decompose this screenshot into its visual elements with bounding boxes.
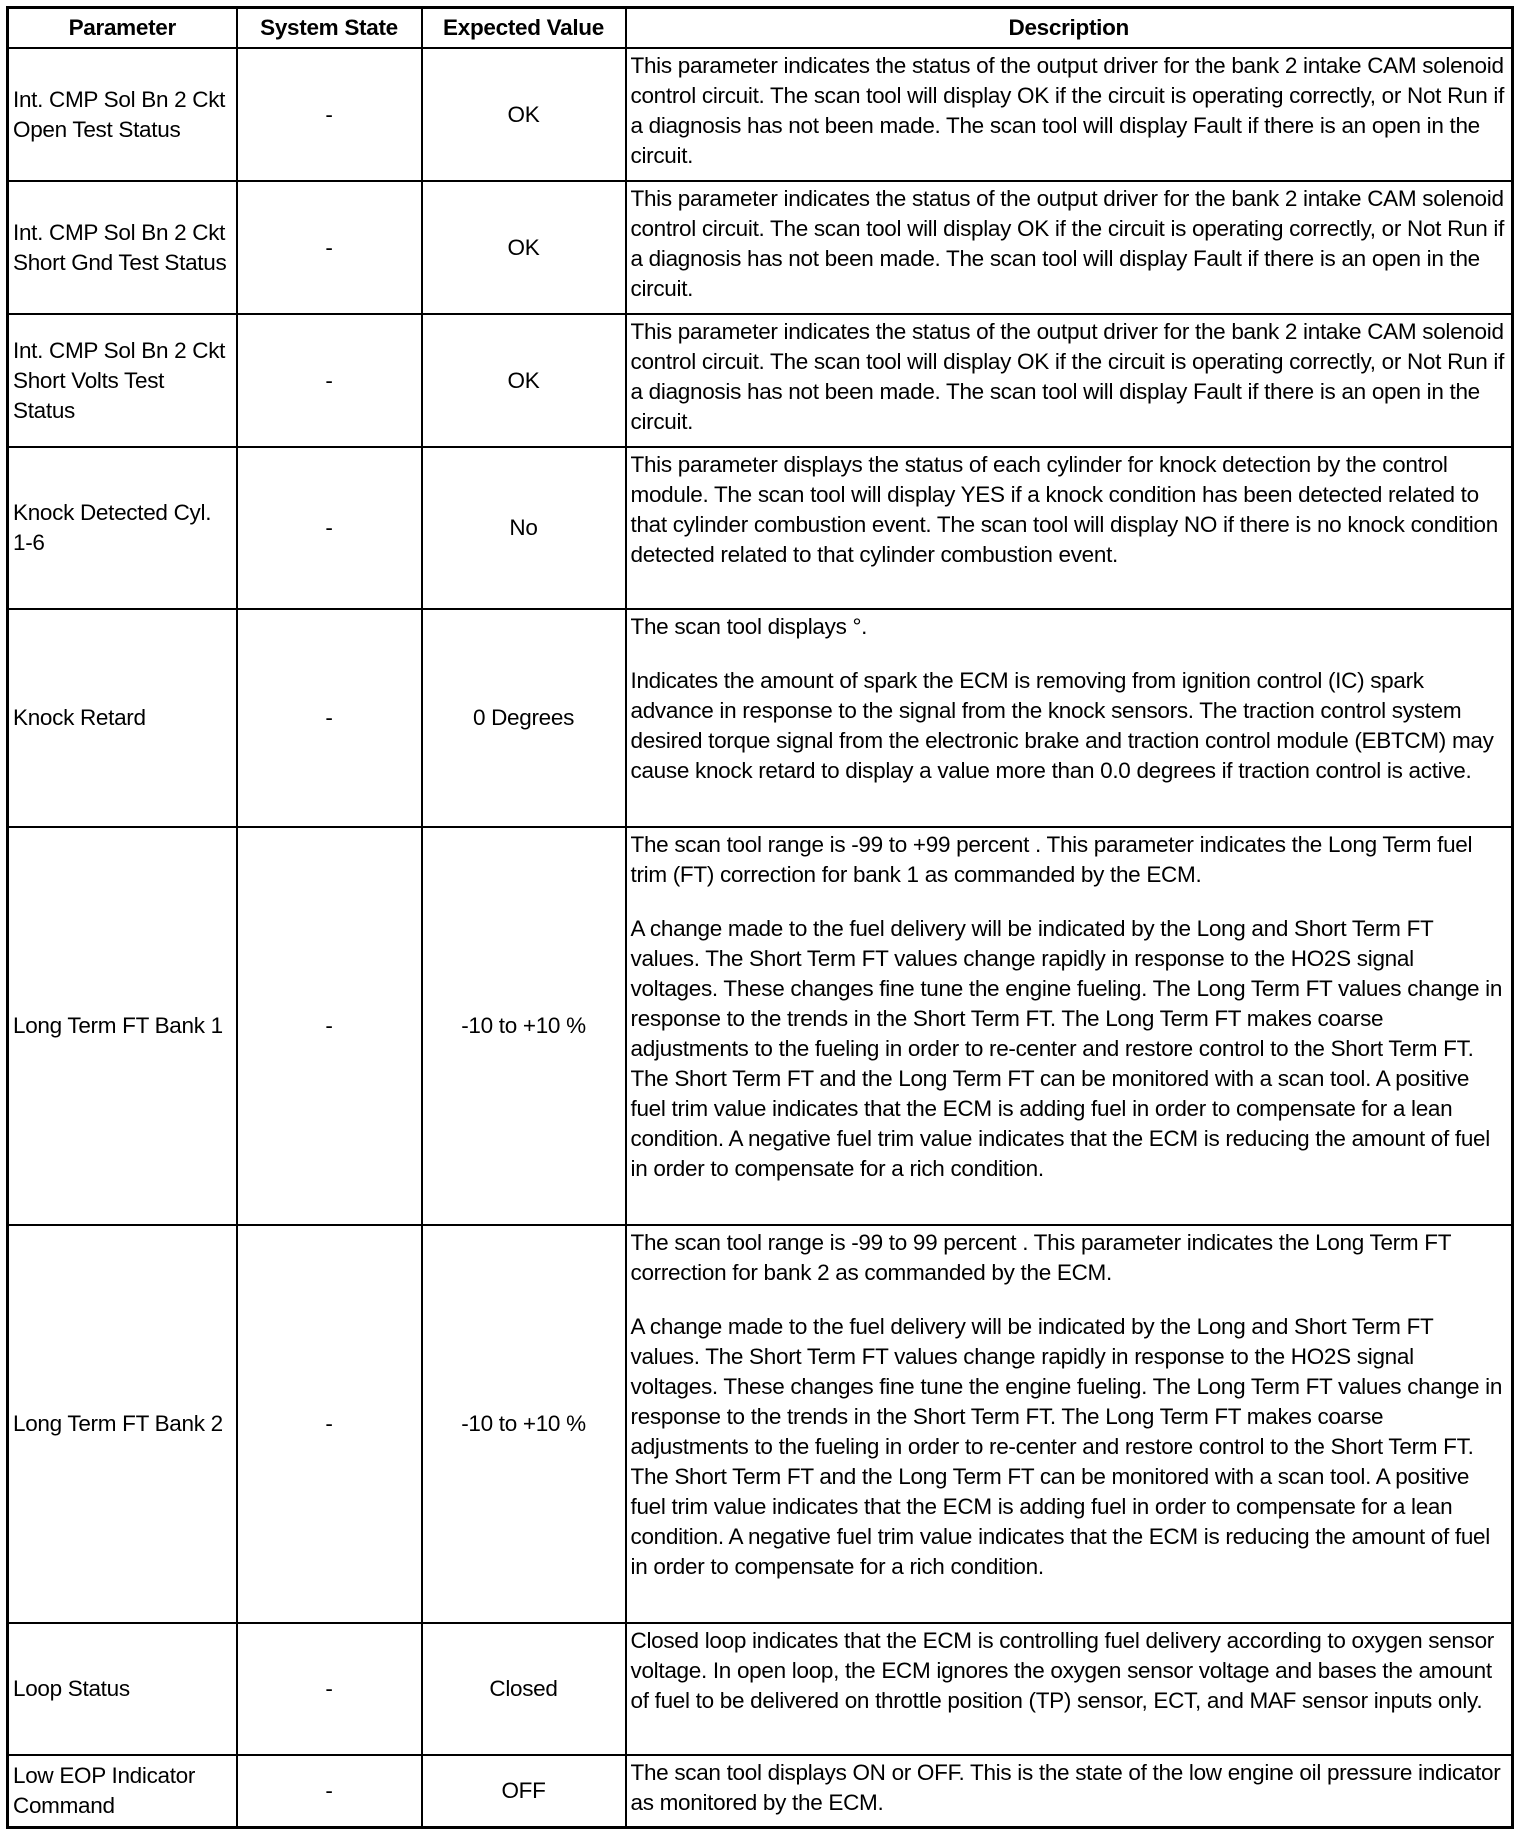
description-cell [626, 314, 1513, 447]
system-state-cell: - [237, 314, 422, 447]
parameter-cell: Int. CMP Sol Bn 2 Ckt Short Volts Test Status [8, 314, 237, 447]
expected-value-cell: OK [422, 48, 626, 181]
description-paragraph: Closed loop indicates that the ECM is controlling fuel delivery according to oxygen sensor voltage. In open loop, the ECM ignores the oxygen sensor voltage and bases the amount of fuel to be delivered on throttle position (TP) sensor, ECT, and MAF sensor inputs only. [630, 1628, 1494, 1713]
header-description: Description [626, 8, 1513, 49]
description-cell [626, 827, 1513, 1225]
system-state-cell: - [237, 827, 422, 1225]
expected-value-cell: No [422, 447, 626, 609]
description-cell [626, 447, 1513, 609]
system-state-cell: - [237, 1755, 422, 1827]
parameter-cell: Long Term FT Bank 2 [8, 1225, 237, 1623]
header-row [8, 8, 1513, 49]
description-cell [626, 1623, 1513, 1755]
expected-value-cell: -10 to +10 % [422, 1225, 626, 1623]
description-cell [626, 181, 1513, 314]
table-row [8, 314, 1513, 447]
parameter-table [6, 6, 1514, 1829]
system-state-cell: - [237, 447, 422, 609]
parameter-cell: Long Term FT Bank 1 [8, 827, 237, 1225]
system-state-cell: - [237, 181, 422, 314]
table-row [8, 609, 1513, 827]
description-cell [626, 1755, 1513, 1827]
expected-value-cell: OFF [422, 1755, 626, 1827]
header-expected-value: Expected Value [422, 8, 626, 49]
expected-value-cell: Closed [422, 1623, 626, 1755]
parameter-cell: Int. CMP Sol Bn 2 Ckt Short Gnd Test Status [8, 181, 237, 314]
parameter-cell: Knock Retard [8, 609, 237, 827]
table-row [8, 447, 1513, 609]
description-paragraph: The scan tool range is -99 to 99 percent . This parameter indicates the Long Term FT correction for bank 2 as commanded by the ECM. [630, 1230, 1451, 1285]
description-cell [626, 609, 1513, 827]
system-state-cell: - [237, 609, 422, 827]
description-paragraph: This parameter indicates the status of the output driver for the bank 2 intake CAM solenoid control circuit. The scan tool will display OK if the circuit is operating correctly, or Not Run if a diagnosis has not been made. The scan tool will display Fault if there is an open in the circuit. [630, 319, 1505, 434]
table-row [8, 1225, 1513, 1623]
description-paragraph: The scan tool range is -99 to +99 percent . This parameter indicates the Long Term fuel trim (FT) correction for bank 1 as commanded by the ECM. [630, 832, 1473, 887]
parameter-cell: Low EOP Indicator Command [8, 1755, 237, 1827]
parameter-cell: Knock Detected Cyl. 1-6 [8, 447, 237, 609]
description-paragraph: This parameter indicates the status of the output driver for the bank 2 intake CAM solenoid control circuit. The scan tool will display OK if the circuit is operating correctly, or Not Run if a diagnosis has not been made. The scan tool will display Fault if there is an open in the circuit. [630, 53, 1505, 168]
expected-value-cell: OK [422, 181, 626, 314]
expected-value-cell: -10 to +10 % [422, 827, 626, 1225]
description-paragraph: The scan tool displays ON or OFF. This is the state of the low engine oil pressure indicator as monitored by the ECM. [630, 1760, 1501, 1815]
table-row [8, 181, 1513, 314]
parameter-cell: Int. CMP Sol Bn 2 Ckt Open Test Status [8, 48, 237, 181]
table-row [8, 1755, 1513, 1827]
header-parameter: Parameter [8, 8, 237, 49]
description-cell [626, 1225, 1513, 1623]
description-paragraph: The scan tool displays °. [630, 614, 868, 639]
description-paragraph: Indicates the amount of spark the ECM is removing from ignition control (IC) spark advance in response to the signal from the knock sensors. The traction control system desired torque signal from the electronic brake and traction control module (EBTCM) may cause knock retard to display a value more than 0.0 degrees if traction control is active. [630, 668, 1494, 783]
description-cell [626, 48, 1513, 181]
parameter-cell: Loop Status [8, 1623, 237, 1755]
description-paragraph: A change made to the fuel delivery will be indicated by the Long and Short Term FT values. The Short Term FT values change rapidly in response to the HO2S signal voltages. These changes fine tune the engine fueling. The Long Term FT values change in response to the trends in the Short Term FT. The Long Term FT makes coarse adjustments to the fueling in order to re-center and restore control to the Short Term FT. The Short Term FT and the Long Term FT can be monitored with a scan tool. A positive fuel trim value indicates that the ECM is adding fuel in order to compensate for a lean condition. A negative fuel trim value indicates that the ECM is reducing the amount of fuel in order to compensate for a rich condition. [630, 916, 1503, 1181]
system-state-cell: - [237, 1225, 422, 1623]
description-paragraph: This parameter indicates the status of the output driver for the bank 2 intake CAM solenoid control circuit. The scan tool will display OK if the circuit is operating correctly, or Not Run if a diagnosis has not been made. The scan tool will display Fault if there is an open in the circuit. [630, 186, 1505, 301]
table-row [8, 1623, 1513, 1755]
description-paragraph: This parameter displays the status of each cylinder for knock detection by the control module. The scan tool will display YES if a knock condition has been detected related to that cylinder combustion event. The scan tool will display NO if there is no knock condition detected related to that cylinder combustion event. [630, 452, 1498, 567]
expected-value-cell: 0 Degrees [422, 609, 626, 827]
header-system-state: System State [237, 8, 422, 49]
table-row [8, 48, 1513, 181]
expected-value-cell: OK [422, 314, 626, 447]
table-row [8, 827, 1513, 1225]
description-paragraph: A change made to the fuel delivery will be indicated by the Long and Short Term FT values. The Short Term FT values change rapidly in response to the HO2S signal voltages. These changes fine tune the engine fueling. The Long Term FT values change in response to the trends in the Short Term FT. The Long Term FT makes coarse adjustments to the fueling in order to re-center and restore control to the Short Term FT. The Short Term FT and the Long Term FT can be monitored with a scan tool. A positive fuel trim value indicates that the ECM is adding fuel in order to compensate for a lean condition. A negative fuel trim value indicates that the ECM is reducing the amount of fuel in order to compensate for a rich condition. [630, 1314, 1503, 1579]
system-state-cell: - [237, 48, 422, 181]
system-state-cell: - [237, 1623, 422, 1755]
